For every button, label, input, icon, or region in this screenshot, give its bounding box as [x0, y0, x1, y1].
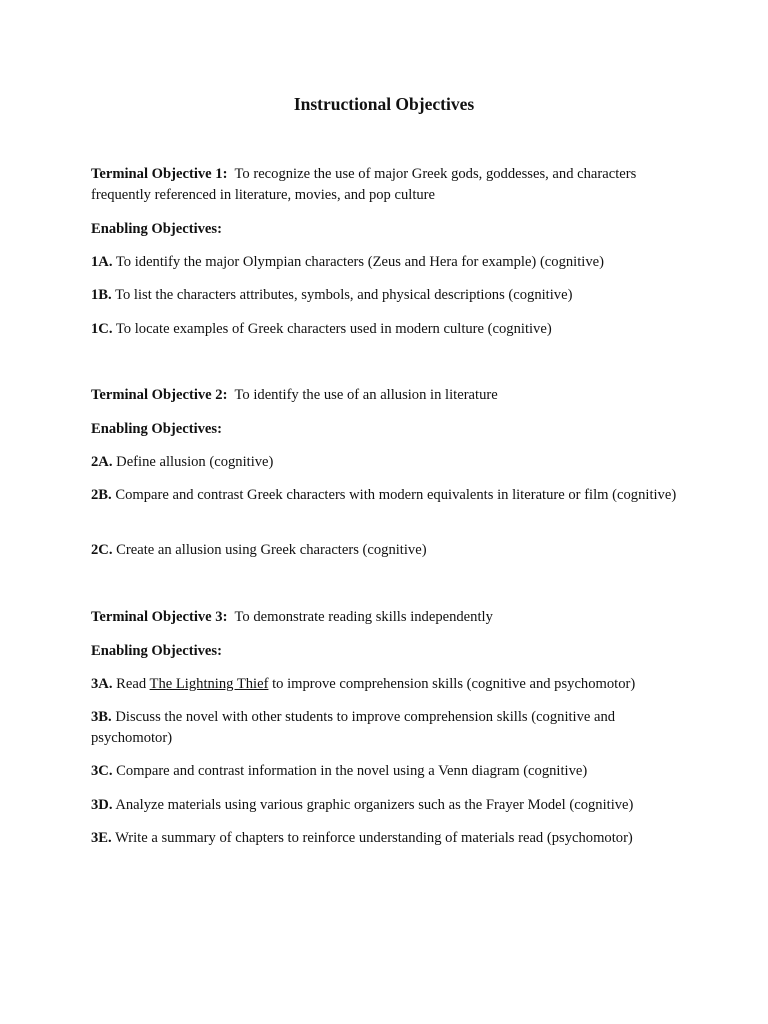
book-title: The Lightning Thief: [149, 676, 269, 692]
objective-3a: [91, 674, 681, 695]
objective-code: 1A.: [91, 254, 113, 270]
terminal-objective-label: Terminal Objective 1:: [91, 166, 228, 182]
objective-code: 2B.: [91, 487, 112, 503]
objective-code: 3E.: [91, 830, 112, 846]
terminal-objective-text: To recognize the use of major Greek gods, goddesses, and characters frequently referenced in literature, movies, and pop culture: [91, 166, 637, 203]
terminal-objective-3: [91, 607, 681, 628]
objective-1c: [91, 319, 681, 340]
objective-code: 1C.: [91, 321, 113, 337]
terminal-objective-1: [91, 164, 681, 206]
objective-2a: [91, 452, 681, 473]
objective-code: 3B.: [91, 709, 112, 725]
page-title: Instructional Objectives: [293, 94, 475, 114]
objective-text: Define allusion (cognitive): [116, 454, 274, 470]
terminal-objective-label: Terminal Objective 2:: [91, 387, 228, 403]
objective-3c: [91, 761, 681, 782]
objective-code: 1B.: [91, 287, 112, 303]
objective-code: 2C.: [91, 542, 113, 558]
objective-3b: [91, 707, 681, 749]
objective-text: Discuss the novel with other students to improve comprehension skills (cognitive and psychomotor): [91, 709, 616, 746]
objective-text: To identify the major Olympian characters (Zeus and Hera for example) (cognitive): [115, 254, 604, 270]
objective-3e: [91, 828, 681, 849]
terminal-objective-2: [91, 385, 681, 406]
objective-text: to improve comprehension skills (cognitive and psychomotor): [272, 676, 636, 692]
objective-1a: [91, 252, 681, 273]
objective-text: Analyze materials using various graphic organizers such as the Frayer Model (cognitive): [115, 797, 634, 813]
objective-3d: [91, 795, 681, 816]
objective-text: Create an allusion using Greek characters (cognitive): [116, 542, 427, 558]
objective-text: To list the characters attributes, symbols, and physical descriptions (cognitive): [115, 287, 573, 303]
objective-1b: [91, 285, 681, 306]
terminal-objective-label: Terminal Objective 3:: [91, 609, 228, 625]
objective-text: Compare and contrast information in the novel using a Venn diagram (cognitive): [116, 763, 588, 779]
enabling-objectives-heading: Enabling Objectives:: [91, 643, 222, 659]
objective-text: Write a summary of chapters to reinforce understanding of materials read (psychomotor): [115, 830, 633, 846]
objective-text-pre: Read: [116, 676, 147, 692]
enabling-objectives-heading: Enabling Objectives:: [91, 421, 222, 437]
terminal-objective-text: To identify the use of an allusion in literature: [234, 387, 498, 403]
objective-code: 3C.: [91, 763, 113, 779]
objective-code: 3D.: [91, 797, 113, 813]
enabling-objectives-heading: Enabling Objectives:: [91, 221, 222, 237]
objective-2c: [91, 540, 681, 561]
objective-code: 2A.: [91, 454, 113, 470]
terminal-objective-text: To demonstrate reading skills independently: [234, 609, 493, 625]
objective-text: Compare and contrast Greek characters with modern equivalents in literature or film (cognitive): [115, 487, 677, 503]
objective-text: To locate examples of Greek characters used in modern culture (cognitive): [115, 321, 552, 337]
objective-code: 3A.: [91, 676, 113, 692]
objective-2b: [91, 485, 681, 506]
